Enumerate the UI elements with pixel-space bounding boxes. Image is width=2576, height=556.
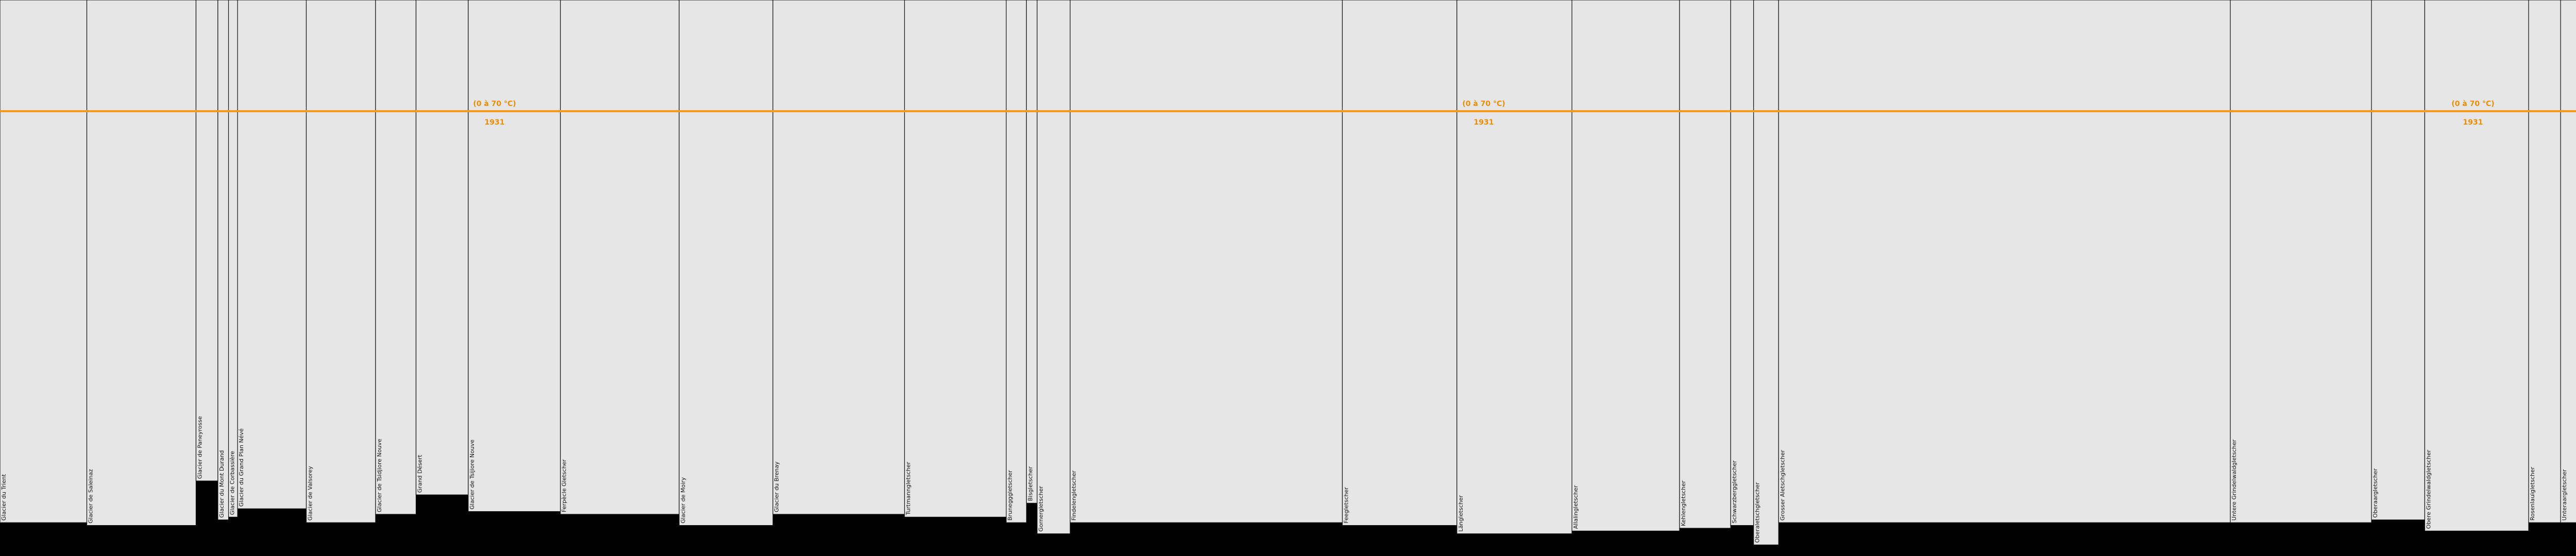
bar-label: Rosenlauigletscher: [2529, 466, 2536, 521]
bar-label: Feegletscher: [1343, 487, 1350, 524]
bar-13: [905, 0, 1006, 517]
reference-year-label: 1931: [484, 118, 505, 127]
bar-11: [679, 0, 773, 526]
bar-rect: [468, 0, 561, 512]
bar-rect: [2561, 0, 2576, 523]
bar-9: [468, 0, 561, 512]
bar-17: [1070, 0, 1342, 523]
bar-label: Schwarzberggletscher: [1731, 460, 1738, 524]
bar-22: [1731, 0, 1753, 526]
bar-6: [307, 0, 376, 523]
bar-rect: [2371, 0, 2425, 520]
reference-year-label: 1931: [1473, 118, 1494, 127]
bar-label: Allalingletscher: [1572, 485, 1580, 529]
bar-4: [229, 0, 238, 517]
bar-rect: [1680, 0, 1731, 528]
bar-1: [87, 0, 196, 526]
bar-rect: [1731, 0, 1753, 526]
reference-year-label: 1931: [2463, 118, 2483, 127]
bar-label: Kehlengletscher: [1680, 480, 1687, 526]
bar-14: [1006, 0, 1026, 523]
bar-label: Glacier de Moiry: [680, 477, 687, 524]
bar-10: [561, 0, 680, 514]
bar-label: Glacier de Tsijiore Nouve: [468, 439, 476, 510]
bar-rect: [1006, 0, 1026, 523]
bar-label: Glacier du Mont Durand: [218, 450, 225, 518]
bar-label: Grosser Aletschgletscher: [1779, 449, 1786, 521]
bar-rect: [376, 0, 416, 514]
bar-label: Findelengletscher: [1071, 470, 1078, 521]
bar-24: [1778, 0, 2230, 523]
bar-18: [1342, 0, 1456, 526]
bar-rect: [1342, 0, 1456, 526]
bar-5: [238, 0, 306, 509]
reference-range-label: (0 à 70 °C): [473, 100, 516, 108]
reference-range-label: (0 à 70 °C): [2451, 100, 2495, 108]
bar-rect: [561, 0, 680, 514]
bar-20: [1572, 0, 1680, 531]
bar-rect: [87, 0, 196, 526]
bar-rect: [1037, 0, 1070, 534]
bar-rect: [238, 0, 306, 509]
bar-rect: [679, 0, 773, 526]
bar-rect: [2425, 0, 2529, 531]
bar-label: Glacier de Corbassière: [229, 450, 236, 515]
bar-label: Brunegggletscher: [1007, 470, 1014, 521]
bar-rect: [1026, 0, 1037, 503]
bar-rect: [1457, 0, 1572, 534]
bar-rect: [773, 0, 904, 514]
bar-label: Glacier du Brenay: [773, 461, 781, 512]
bar-3: [218, 0, 229, 520]
bar-label: Längletscher: [1457, 495, 1464, 532]
bar-26: [2371, 0, 2425, 520]
bar-label: Glacier de Valsorey: [307, 466, 314, 521]
bar-rect: [2529, 0, 2561, 523]
bar-label: Gornergletscher: [1038, 485, 1045, 532]
bar-29: [2561, 0, 2576, 523]
bar-label: Glacier de Saleinaz: [87, 469, 94, 524]
bar-rect: [1754, 0, 1779, 545]
bar-rect: [218, 0, 229, 520]
reference-range-label: (0 à 70 °C): [1462, 100, 1505, 108]
bar-19: [1457, 0, 1572, 534]
bar-rect: [307, 0, 376, 523]
bar-label: Turtmanngletscher: [905, 461, 912, 515]
bar-8: [416, 0, 468, 495]
bar-label: Bisgletscher: [1027, 466, 1034, 501]
bar-25: [2230, 0, 2371, 523]
bar-2: [196, 0, 217, 481]
bar-28: [2529, 0, 2561, 523]
bar-label: Grand Désert: [416, 455, 423, 493]
bar-15: [1026, 0, 1037, 503]
bar-rect: [1572, 0, 1680, 531]
bar-rect: [229, 0, 238, 517]
bar-label: Glacier du Trient: [1, 474, 7, 521]
bar-label: Unteraargletscher: [2561, 469, 2568, 521]
bar-0: [0, 0, 87, 523]
bar-rect: [905, 0, 1006, 517]
bar-12: [773, 0, 904, 514]
bar-label: Ferpècle Gletscher: [561, 459, 568, 512]
bar-7: [376, 0, 416, 514]
bar-rect: [416, 0, 468, 495]
bar-label: Glacier de Paneyrosse: [196, 416, 204, 479]
bar-27: [2425, 0, 2529, 531]
bar-rect: [1070, 0, 1342, 523]
bar-label: Glacier de Tsidjiore Nouve: [376, 439, 383, 512]
bar-23: [1754, 0, 1779, 545]
bar-label: Glacier du Grand Plan Névé: [238, 428, 245, 507]
bar-rect: [2230, 0, 2371, 523]
bar-rect: [196, 0, 217, 481]
bar-label: Oberaargletscher: [2372, 468, 2379, 518]
bar-16: [1037, 0, 1070, 534]
bar-label: Obere Grindelwaldgletscher: [2425, 449, 2432, 529]
bar-rect: [0, 0, 87, 523]
bar-label: Oberaletschgletscher: [1754, 482, 1761, 543]
bar-label: Untere Grindelwaldgletscher: [2231, 439, 2238, 521]
bar-rect: [1778, 0, 2230, 523]
bar-21: [1680, 0, 1731, 528]
